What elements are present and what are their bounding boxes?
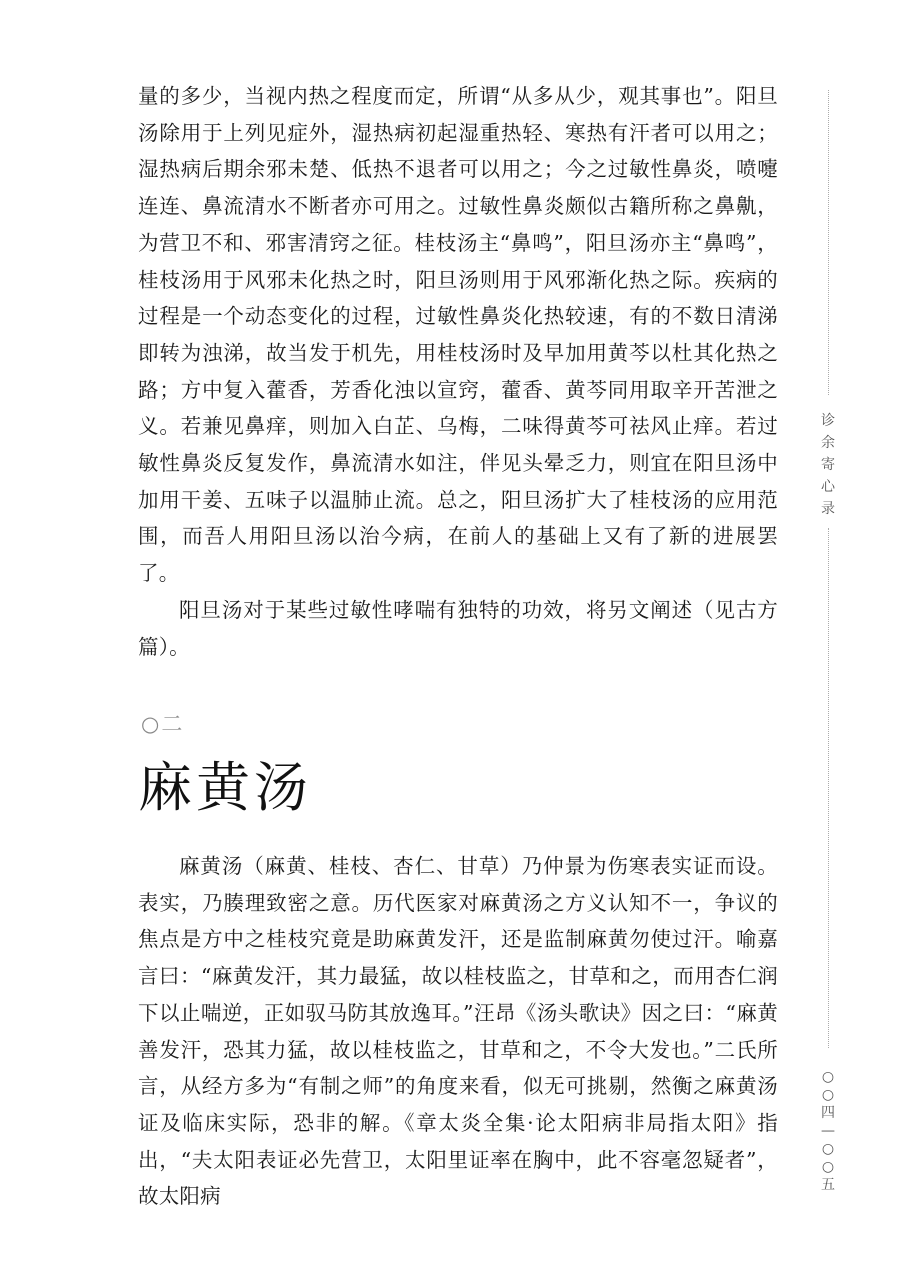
book-title-char: 诊 <box>821 413 835 429</box>
page-number-char: 五 <box>821 1177 835 1193</box>
margin-dotted-rule <box>828 528 829 1048</box>
page-number-char: ○ <box>821 1069 835 1085</box>
margin-dotted-rule <box>828 90 829 395</box>
book-title-char: 寄 <box>821 457 835 473</box>
body-text-bottom <box>138 848 778 1215</box>
paragraph: 麻黄汤（麻黄、桂枝、杏仁、甘草）乃仲景为伤寒表实证而设。表实，乃腠理致密之意。历代医家对麻黄汤之方义认知不一，争议的焦点是方中之桂枝究竟是助麻黄发汗，还是监制麻黄勿使过汗。喻嘉言曰：“麻黄发汗，其力最猛，故以桂枝监之，甘草和之，而用杏仁润下以止喘逆，正如驭马防其放逸耳。”汪昂《汤头歌诀》因之曰：“麻黄善发汗，恐其力猛，故以桂枝监之，甘草和之，不令大发也。”二氏所言，从经方多为“有制之师”的角度来看，似无可挑剔，然衡之麻黄汤证及临床实际，恐非的解。《章太炎全集·论太阳病非局指太阳》指出，“夫太阳表证必先营卫，太阳里证率在胸中，此不容毫忽疑者”，故太阳病 <box>138 854 778 1209</box>
section-number: ○二 <box>141 712 185 736</box>
page-number <box>817 1068 839 1194</box>
page-number-char: ○ <box>821 1141 835 1157</box>
book-title-char: 心 <box>821 479 835 495</box>
page-number-char: — <box>821 1123 835 1139</box>
book-title-char: 余 <box>821 435 835 451</box>
body-text-top <box>138 78 778 665</box>
page-number-char: ○ <box>821 1159 835 1175</box>
section-title: 麻黄汤 <box>138 756 312 819</box>
paragraph-continued: 量的多少，当视内热之程度而定，所谓“从多从少，观其事也”。阳旦汤除用于上列见症外，湿热病初起湿重热轻、寒热有汗者可以用之；湿热病后期余邪未楚、低热不退者可以用之；今之过敏性鼻炎，喷嚏连连、鼻流清水不断者亦可用之。过敏性鼻炎颇似古籍所称之鼻鼽，为营卫不和、邪害清窍之征。桂枝汤主“鼻鸣”，阳旦汤亦主“鼻鸣”，桂枝汤用于风邪未化热之时，阳旦汤则用于风邪渐化热之际。疾病的过程是一个动态变化的过程，过敏性鼻炎化热较速，有的不数日清涕即转为浊涕，故当发于机先，用桂枝汤时及早加用黄芩以杜其化热之路；方中复入藿香，芳香化浊以宣窍，藿香、黄芩同用取辛开苦泄之义。若兼见鼻痒，则加入白芷、乌梅，二味得黄芩可祛风止痒。若过敏性鼻炎反复发作，鼻流清水如注，伴见头晕乏力，则宜在阳旦汤中加用干姜、五味子以温肺止流。总之，阳旦汤扩大了桂枝汤的应用范围，而吾人用阳旦汤以治今病，在前人的基础上又有了新的进展罢了。 <box>138 84 778 586</box>
running-book-title <box>817 410 839 520</box>
page-number-char: ○ <box>821 1087 835 1103</box>
book-title-char: 录 <box>821 501 835 517</box>
paragraph: 阳旦汤对于某些过敏性哮喘有独特的功效，将另文阐述（见古方篇）。 <box>138 597 778 659</box>
page-number-char: 四 <box>821 1105 835 1121</box>
